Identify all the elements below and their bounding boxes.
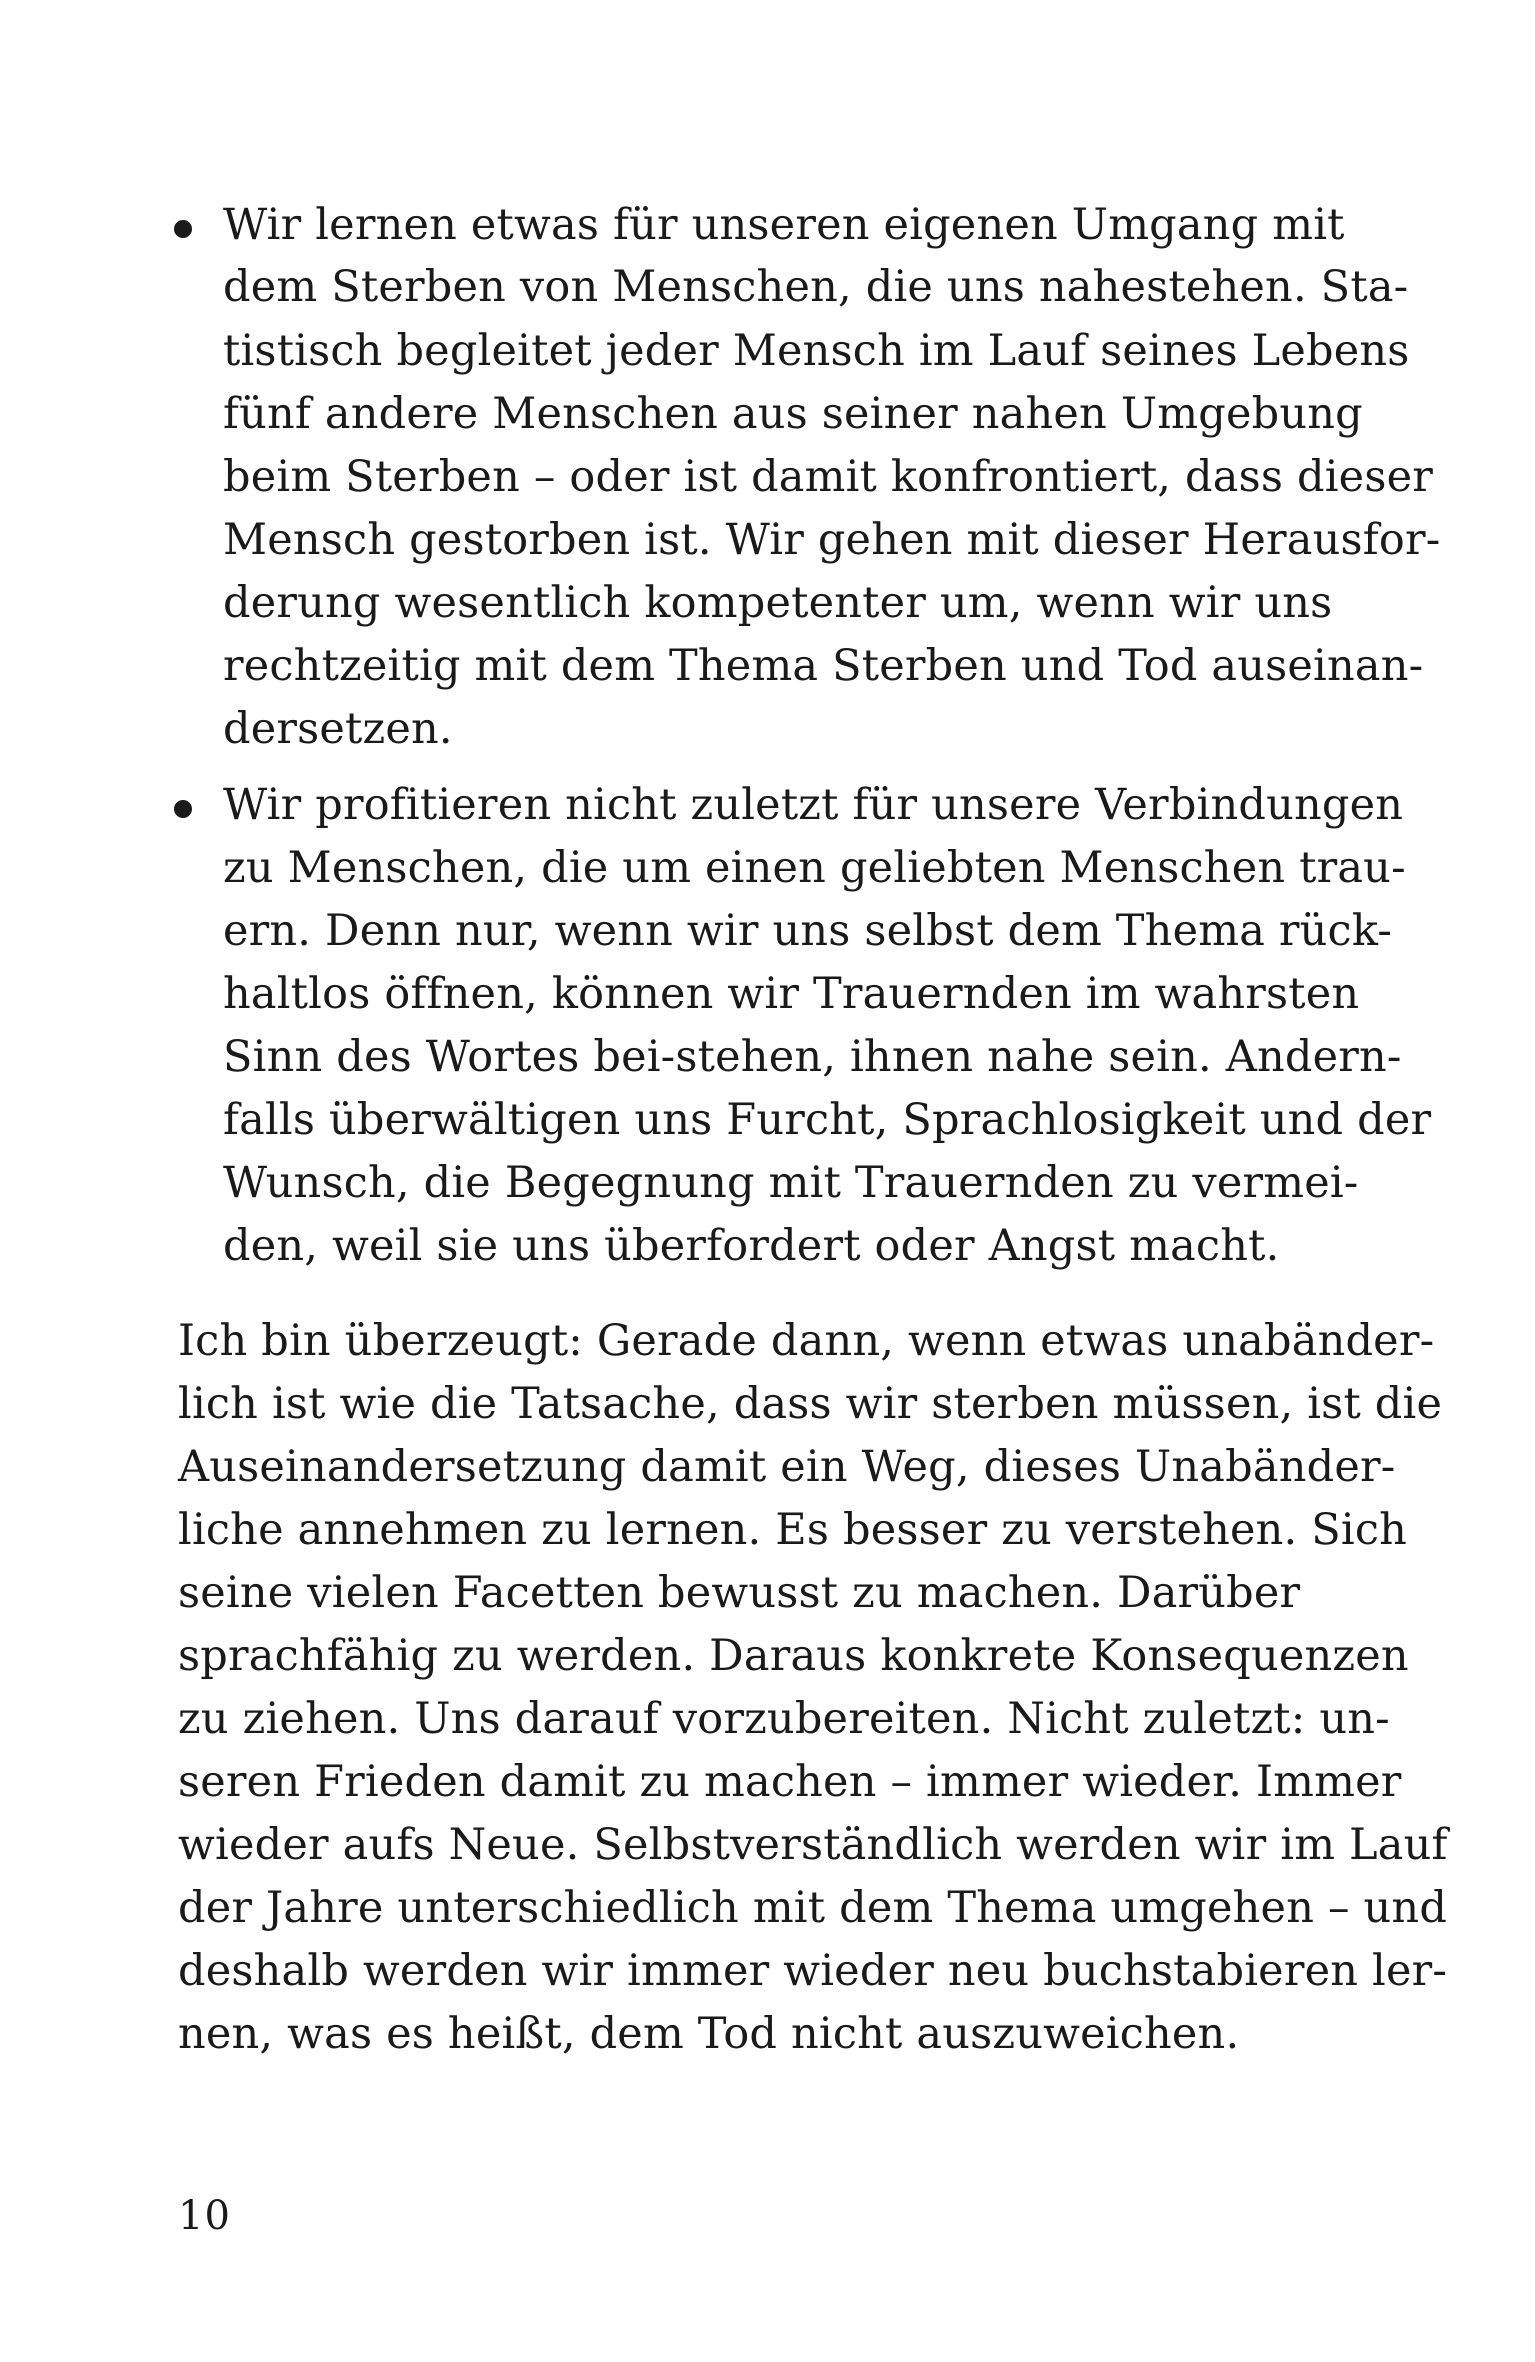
text-line: Sinn des Wortes bei-stehen, ihnen nahe sein. Andern- (223, 1032, 1402, 1082)
text-line: dersetzen. (223, 704, 453, 754)
text-line: Ich bin überzeugt: Gerade dann, wenn etwas unabänder- (178, 1316, 1435, 1366)
text-line: Wir profitieren nicht zuletzt für unsere Verbindungen (223, 780, 1404, 830)
text-line: den, weil sie uns überfordert oder Angst macht. (223, 1221, 1280, 1271)
text-line: tistisch begleitet jeder Mensch im Lauf seines Lebens (223, 326, 1410, 376)
text-line: falls überwältigen uns Furcht, Sprachlosigkeit und der (223, 1095, 1432, 1145)
text-line: Wunsch, die Begegnung mit Trauernden zu vermei- (223, 1158, 1359, 1208)
text-line: lich ist wie die Tatsache, dass wir sterben müssen, ist die (178, 1379, 1443, 1429)
text-line: zu Menschen, die um einen geliebten Menschen trau- (223, 843, 1406, 893)
text-line: Mensch gestorben ist. Wir gehen mit dieser Herausfor- (223, 515, 1441, 565)
text-line: liche annehmen zu lernen. Es besser zu verstehen. Sich (178, 1505, 1408, 1555)
text-line: rechtzeitig mit dem Thema Sterben und Tod auseinan- (223, 641, 1424, 691)
text-line: der Jahre unterschiedlich mit dem Thema umgehen – und (178, 1883, 1448, 1933)
text-line: fünf andere Menschen aus seiner nahen Umgebung (223, 389, 1363, 439)
text-line: Auseinandersetzung damit ein Weg, dieses Unabänder- (178, 1442, 1396, 1492)
page-number: 10 (178, 2193, 231, 2239)
text-line: sprachfähig zu werden. Daraus konkrete Konsequenzen (178, 1631, 1409, 1681)
bullet-dot-icon (174, 800, 192, 818)
text-line: beim Sterben – oder ist damit konfrontiert, dass dieser (223, 452, 1434, 502)
text-line: zu ziehen. Uns darauf vorzubereiten. Nicht zuletzt: un- (178, 1694, 1390, 1744)
text-line: dem Sterben von Menschen, die uns nahestehen. Sta- (223, 262, 1409, 312)
text-line: Wir lernen etwas für unseren eigenen Umgang mit (223, 200, 1345, 250)
text-line: haltlos öffnen, können wir Trauernden im wahrsten (223, 969, 1360, 1019)
text-line: wieder aufs Neue. Selbstverständlich werden wir im Lauf (178, 1820, 1448, 1870)
text-line: deshalb werden wir immer wieder neu buchstabieren ler- (178, 1946, 1448, 1996)
text-line: derung wesentlich kompetenter um, wenn wir uns (223, 578, 1333, 628)
text-line: seine vielen Facetten bewusst zu machen. Darüber (178, 1568, 1301, 1618)
bullet-dot-icon (174, 220, 192, 238)
text-line: ern. Denn nur, wenn wir uns selbst dem Thema rück- (223, 906, 1393, 956)
text-line: nen, was es heißt, dem Tod nicht auszuweichen. (178, 2009, 1240, 2059)
text-line: seren Frieden damit zu machen – immer wieder. Immer (178, 1757, 1402, 1807)
